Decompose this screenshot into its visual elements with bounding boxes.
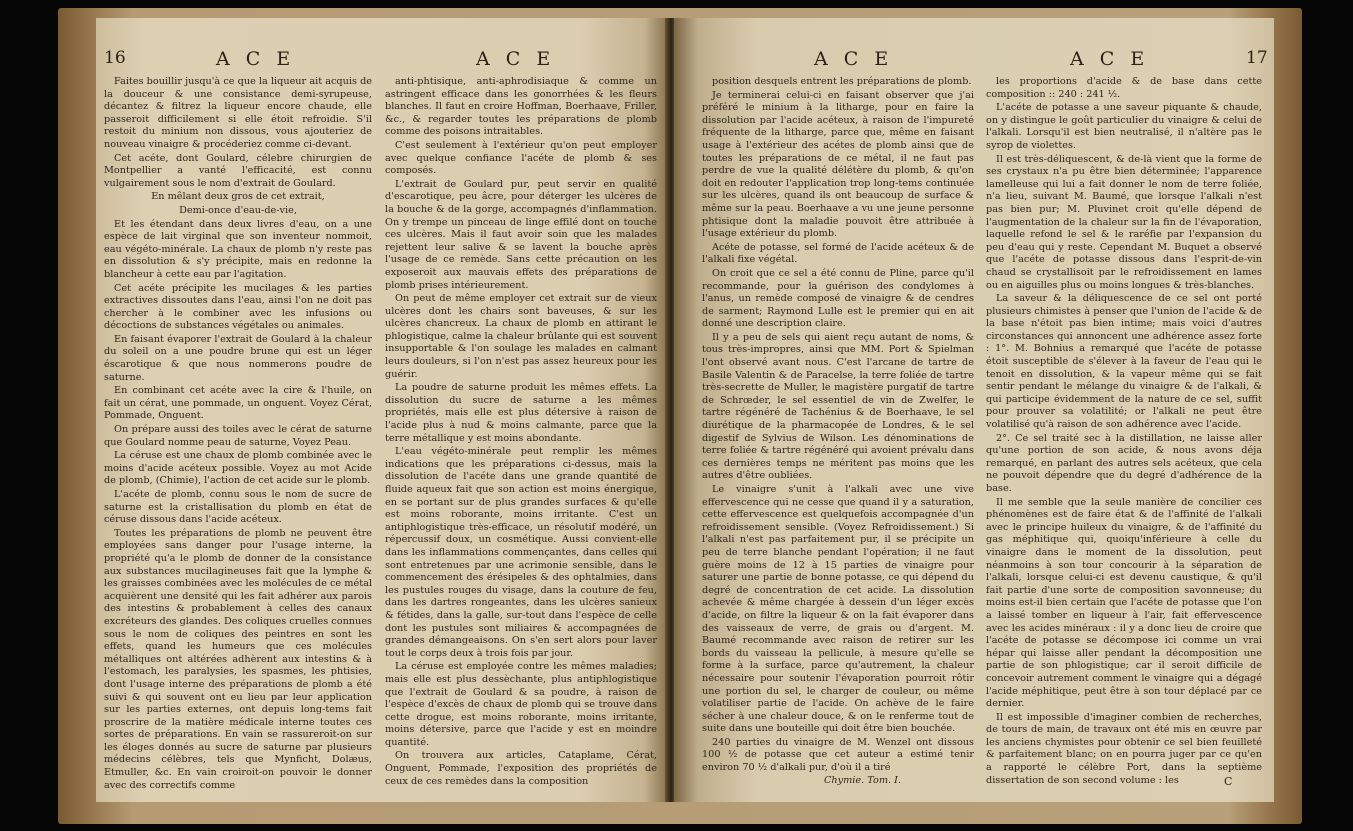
paragraph: La saveur & la déliquescence de ce sel ont porté plusieurs chimistes à penser que l'union de l'acide & de la base n'étoit pas bien intime; mais voici d'autres circonstances qui annoncent une adhérence assez forte : 1°. M. Bohnius a remarqué que l'acéte de potasse étoit susceptible de s'élever à la faveur de l'eau qui le tenoit en dissolution, & la vapeur même qui se fait sentir pendant le mélange du vinaigre & de l'alkali, & qui participe évidemment de la nature de ce sel, suffit pour prouver sa volatilité; or l'alkali ne peut être volatilisé qu'à raison de son adhérence avec l'acide. <box>986 293 1262 431</box>
paragraph: 240 parties du vinaigre de M. Wenzel ont dissous 100 ½ de potasse que cet auteur a estimé tenir environ 70 ½ d'alkali pur, d'où il a tiré <box>702 736 974 774</box>
paragraph: Il y a peu de sels qui aient reçu autant de noms, & tous très-impropres, ainsi que MM. Port & Spielman l'ont observé avant nous. C'est l'arcane de tartre de Basile Valentin & de Paracelse, la terre foliée de tartre très-secrette de Muller, le magistère purgatif de tartre de Schrœder, le sel essentiel de vin de Zwelfer, le tartre régénéré de Tachénius & de Boerhaave, le sel diurétique de la pharmacopée de Londres, & le sel digestif de Sylvius de Wilson. Les dénominations de terre foliée & tartre régénéré qui avoient prévalu dans ces dernières temps ne méritent pas moins que les autres d'être oubliées. <box>702 331 974 482</box>
paragraph: On prépare aussi des toiles avec le cérat de saturne que Goulard nomme peau de saturne, Voyez Peau. <box>104 424 372 448</box>
paragraph: Le vinaigre s'unit à l'alkali avec une vive effervescence qui ne cesse que quand il y a saturation, cette effervescence est quelquefois accompagnée d'un refroidissement sensible. (Voyez Refroidissement.) Si l'alkali n'est pas parfaitement pur, il se précipite un peu de terre blanche pendant l'opération; il ne faut guère moins de 12 à 15 parties de vinaigre pour saturer une partie de bonne potasse, ce qui dépend du degré de concentration de cet acide. La dissolution achevée & même chargée à dessein d'un léger excès d'acide, on filtre la liqueur & on la fait évaporer dans des vaisseaux de verre, de grais ou d'argent. M. Baumé recommande avec raison de retirer sur les bords du vaisseau la pellicule, à mesure qu'elle se forme à la surface, parce qu'autrement, la chaleur nécessaire pour soutenir l'évaporation pourroit rôtir une portion du sel, le charger de couleur, ou même volatiliser partie de l'acide. On achève de le faire sécher à une chaleur douce, & on le renferme tout de suite dans une bouteille qui doit être bien bouchée. <box>702 484 974 735</box>
page-number: 16 <box>104 48 126 68</box>
paragraph: Demi-once d'eau-de-vie, <box>179 204 297 216</box>
running-head: A C E <box>814 48 894 70</box>
paragraph: Cet acéte, dont Goulard, célebre chirurgien de Montpellier a vanté l'efficacité, est connu vulgairement sous le nom d'extrait de Goulard. <box>104 152 372 189</box>
paragraph: anti-phtisique, anti-aphrodisiaque & comme un astringent efficace dans les gonorrhées & les fleurs blanches. Il faut en croire Hoffman, Boerhaave, Friller, &c., & regarder toutes les préparations de plomb comme des poisons intraitables. <box>385 76 657 138</box>
paragraph: Cet acéte précipite les mucilages & les parties extractives dissoutes dans l'eau, ainsi l'on ne doit pas chercher à le combiner avec les infusions ou décoctions de substances végétales ou animales. <box>104 282 372 332</box>
running-head: A C E <box>476 48 556 70</box>
paragraph: La poudre de saturne produit les mêmes effets. La dissolution du sucre de saturne a les mêmes propriétés, mais elle est plus détersive à raison de l'acide plus à nud & moins calmante, parce que la terre métallique y est moins abondante. <box>385 382 657 444</box>
paragraph: 2°. Ce sel traité sec à la distillation, ne laisse aller qu'une portion de son acide, & nous avons déja remarqué, en parlant des autres sels acéteux, que cela ne pouvoit dépendre que du degré d'adhérence de la base. <box>986 432 1262 494</box>
paragraph: L'acéte de potasse a une saveur piquante & chaude, on y distingue le goût particulier du vinaigre & celui de l'alkali. Lorsqu'il est bien neutralisé, il n'altère pas le syrop de violettes. <box>986 102 1262 151</box>
right-page <box>674 18 1274 802</box>
paragraph: L'eau végéto-minérale peut remplir les mêmes indications que les préparations ci-dessus, mais la dissolution de l'acéte dans une grande quantité de fluide aqueux fait que son action est moins énergique, en se portant sur de plus grandes surfaces & qu'elle est moins roborante, moins irritante. C'est un antiphlogistique très-efficace, un résolutif modéré, un répercussif doux, un cosmétique. Aussi convient-elle dans les inflammations commençantes, dans celles qui sont entretenues par une acrimonie sensible, dans le commencement des érésipeles & des ophtalmies, dans les pustules rouges du visage, dans la couture de feu, dans les dartres rongeantes, dans les ulcères sanieux & fétides, dans la galle, sur-tout dans l'espèce de celle dont les pustules sont miliaires & accompagnées de grandes démangeaisons. On s'en sert alors pour laver tout le corps deux à trois fois par jour. <box>385 446 657 659</box>
text-column-left <box>702 76 974 776</box>
paragraph: Et les étendant dans deux livres d'eau, on a une espèce de lait virginal que son inventeur nommoit, eau végéto-minérale. La chaux de plomb n'y reste pas en dissolution & s'y précipite, mais en redonne la blancheur à cette eau par l'agitation. <box>104 218 372 280</box>
paragraph: La céruse est employée contre les mêmes maladies; mais elle est plus dessèchante, plus antiphlogistique que l'extrait de Goulard & sa poudre, à raison de l'espèce d'excès de chaux de plomb qui se trouve dans cette drogue, est moins roborante, moins irritante, moins détersive, parce que l'acide y est en moindre quantité. <box>385 661 657 748</box>
page-number: 17 <box>1246 48 1268 68</box>
paragraph: L'extrait de Goulard pur, peut servir en qualité d'escarotique, peu âcre, pour déterger les ulcères de la bouche & de la gorge, accompagnés d'inflammation. On y trempe un pinceau de linge effilé dont on touche ces ulcères. Mais il faut avoir soin que les malades rejettent leur salive & se lavent la bouche après l'usage de ce remède. Sans cette précaution on les exposeroit aux mauvais effets des préparations de plomb prises intérieurement. <box>385 178 657 291</box>
paragraph: Acéte de potasse, sel formé de l'acide acéteux & de l'alkali fixe végétal. <box>702 241 974 266</box>
paragraph: En mêlant deux gros de cet extrait, <box>151 191 325 203</box>
paragraph: Toutes les préparations de plomb ne peuvent être employées sans danger pour l'usage interne, la propriété qu'a le plomb de donner de la consistance aux substances mucilagineuses fait que la lymphe & les graisses combinées avec les molécules de ce métal acquièrent une densité qui les fait adhérer aux parois des intestins & probablement à celles des canaux excréteurs des glandes. Des coliques cruelles connues sous le nom de coliques des peintres en sont les effets, quand les humeurs que ces molécules métalliques ont altérées adhèrent aux intestins & à l'estomach, les paralysies, les spasmes, les phtisies, dont l'usage interne des préparations de plomb a été suivi & qui souvent ont eu lieu par leur application sur les parties externes, ont depuis long-tems fait proscrire de la matière médicale interne toutes ces sortes de préparations. En vain se rassureroit-on sur les éloges donnés au sucre de saturne par plusieurs médecins célèbres, tels que Mynficht, Dolæus, Etmuller, &c. En vain croiroit-on pouvoir le donner avec des correctifs comme <box>104 527 372 791</box>
paragraph: Il est très-déliquescent, & de-là vient que la forme de ses crystaux n'a pu être bien déterminée; l'apparence lamelleuse qui lui a fait donner le nom de terre foliée, n'a lieu, suivant M. Baumé, que lorsque l'alkali n'est pas bien pur; M. Pluvinet croit qu'elle dépend de l'augmentation de la chaleur sur la fin de l'évaporation, laquelle refond le sel & le raréfie par l'expansion du peu d'eau qui y reste. Cependant M. Buquet a observé que l'acéte de potasse dissous dans l'esprit-de-vin chaud se crystallisoit par le refroidissement en lames ou en aiguilles plus ou moins longues & très-blanches. <box>986 153 1262 291</box>
paragraph: Faites bouillir jusqu'à ce que la liqueur ait acquis de la douceur & une consistance demi-syrupeuse, décantez & filtrez la liqueur encore chaude, elle passeroit difficilement si elle étoit refroidie. S'il restoit du minium non dissous, vous ajouteriez de nouveau vinaigre & procéderiez comme ci-devant. <box>104 76 372 150</box>
running-head: A C E <box>1070 48 1150 70</box>
text-column-right <box>986 76 1262 796</box>
signature-mark: C <box>1224 775 1233 788</box>
paragraph: Je terminerai celui-ci en faisant observer que j'ai préféré le minium à la litharge, pour en faire la dissolution par l'acide acéteux, à raison de l'impureté fréquente de la litharge, parce que, même en faisant usage à l'extérieur des acétes de plomb ainsi que de toutes les préparations de ce métal, il ne faut pas perdre de vue la qualité délétère du plomb, & qu'on doit en redouter l'application trop long-tems continuée sur les ulcères, quand ils ont beaucoup de surface & même sur la peau. Boerhaave a vu une jeune personne phtisique dont la maladie pouvoit être attribuée à l'usage extérieur du plomb. <box>702 89 974 240</box>
text-column-left <box>104 76 372 796</box>
running-head: A C E <box>216 48 296 70</box>
paragraph: position desquels entrent les préparations de plomb. <box>712 76 972 87</box>
paragraph: On trouvera aux articles, Cataplame, Cérat, Onguent, Pommade, l'exposition des propriétés de ceux de ces remèdes dans la composition <box>385 750 657 787</box>
left-page <box>96 18 667 802</box>
paragraph: L'acéte de plomb, connu sous le nom de sucre de saturne est la cristallisation du plomb en état de céruse dissous dans l'acide acéteux. <box>104 489 372 526</box>
paragraph: Il me semble que la seule manière de concilier ces phénomènes est de faire état & de l'affinité de l'alkali avec le principe huileux du vinaigre, & de l'affinité du gas méphitique qui, quoiqu'inférieure à celle du vinaigre dans le moment de la dissolution, peut néanmoins à son tour concourir à la séparation de l'alkali, lorsque celui-ci est devenu caustique, & qu'il fait partie d'une sorte de composition savonneuse; du moins est-il bien certain que l'acéte de potasse que l'on a laissé tomber en liqueur à l'air, fait effervescence avec les acides minéraux : il y a donc lieu de croire que l'acéte de potasse se décompose ici comme un vrai hépar qui laisse aller pendant la décomposition une partie de son phlogistique; car il seroit difficile de concevoir autrement comment le vinaigre qui a dégagé l'acide méphitique, peut être à son tour déplacé par ce dernier. <box>986 496 1262 710</box>
footer-title: Chymie. Tom. I. <box>824 775 902 786</box>
paragraph: En faisant évaporer l'extrait de Goulard à la chaleur du soleil on a une poudre brune qui est un léger éscarotique & que nous nommerons poudre de saturne. <box>104 333 372 383</box>
paragraph: La céruse est une chaux de plomb combinée avec le moins d'acide acéteux possible. Voyez au mot Acide de plomb, (Chimie), l'action de cet acide sur le plomb. <box>104 450 372 487</box>
paragraph: On croit que ce sel a été connu de Pline, parce qu'il recommande, pour la guérison des condylomes à l'anus, un remède composé de vinaigre & de cendres de sarment; Raymond Lulle est le premier qui en ait donné une description claire. <box>702 267 974 330</box>
text-column-right <box>385 76 657 796</box>
paragraph: Il est impossible d'imaginer combien de recherches, de tours de main, de travaux ont été mis en œuvre par les anciens chymistes pour obtenir ce sel bien feuilleté & parfaitement blanc; on en pourra juger par ce qu'en a rapporté le célèbre Port, dans la septième dissertation de son second volume : les <box>986 711 1262 786</box>
paragraph: En combinant cet acéte avec la cire & l'huile, on fait un cérat, une pommade, un onguent. Voyez Cérat, Pommade, Onguent. <box>104 385 372 422</box>
paragraph: les proportions d'acide & de base dans cette composition :: 240 : 241 ½. <box>986 76 1262 100</box>
paragraph: On peut de même employer cet extrait sur de vieux ulcères dont les chairs sont baveuses, & sur les ulcères chancreux. La chaux de plomb en attirant le phlogistique, calme la chaleur brûlante qui est souvent insupportable & l'on soulage les malades en calmant leurs douleurs, si l'on n'est pas assez heureux pour les guérir. <box>385 293 657 380</box>
paragraph: C'est seulement à l'extérieur qu'on peut employer avec quelque confiance l'acéte de plomb & ses composés. <box>385 139 657 177</box>
